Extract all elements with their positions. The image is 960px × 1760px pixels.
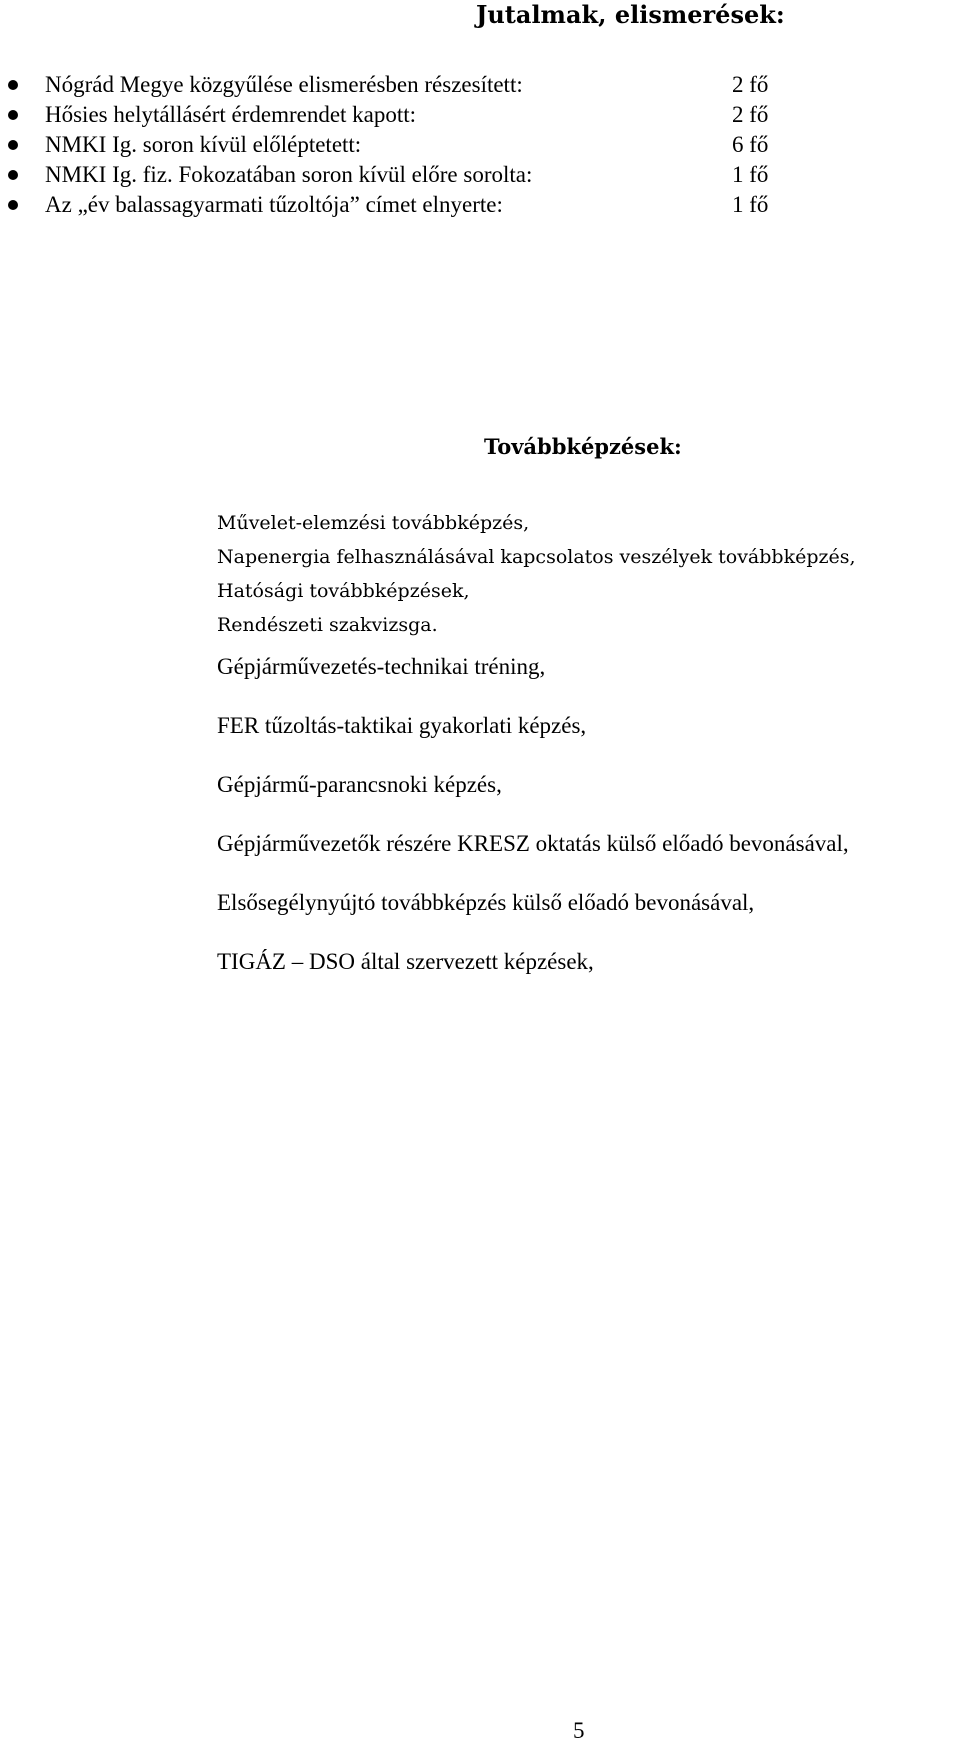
reward-count: 2 fő: [732, 72, 769, 97]
list-item: Elsősegélynyújtó továbbképzés külső előadó bevonásával,: [217, 890, 755, 915]
list-item: Gépjármű-parancsnoki képzés,: [217, 772, 502, 797]
list-item: TIGÁZ – DSO által szervezett képzések,: [217, 949, 594, 974]
reward-label: NMKI Ig. soron kívül előléptetett:: [45, 132, 362, 157]
training-list-secondary: [217, 652, 849, 1006]
bullet-icon: [8, 170, 18, 180]
page-number: 5: [573, 1718, 585, 1743]
list-item: Rendészeti szakvizsga.: [217, 614, 438, 636]
reward-label: NMKI Ig. fiz. Fokozatában soron kívül előre sorolta:: [45, 162, 533, 187]
list-item: Hatósági továbbképzések,: [217, 580, 470, 602]
reward-count: 1 fő: [732, 162, 769, 187]
reward-label: Hősies helytállásért érdemrendet kapott:: [45, 102, 417, 127]
list-item: [0, 70, 960, 100]
list-item: [0, 160, 960, 190]
training-heading: Továbbképzések:: [484, 434, 682, 459]
list-item: FER tűzoltás-taktikai gyakorlati képzés,: [217, 713, 587, 738]
bullet-icon: [8, 110, 18, 120]
list-item: Művelet-elemzési továbbképzés,: [217, 512, 530, 534]
list-item: Napenergia felhasználásával kapcsolatos veszélyek továbbképzés,: [217, 546, 856, 568]
bullet-icon: [8, 140, 18, 150]
rewards-heading: Jutalmak, elismerések:: [476, 0, 785, 29]
rewards-list: [0, 70, 960, 220]
list-item: [0, 190, 960, 220]
list-item: Gépjárművezetők részére KRESZ oktatás külső előadó bevonásával,: [217, 831, 849, 856]
list-item: [0, 130, 960, 160]
reward-count: 1 fő: [732, 192, 769, 217]
reward-label: Nógrád Megye közgyűlése elismerésben részesített:: [45, 72, 523, 97]
bullet-icon: [8, 200, 18, 210]
training-list-primary: [217, 506, 856, 642]
list-item: Gépjárművezetés-technikai tréning,: [217, 654, 546, 679]
reward-count: 6 fő: [732, 132, 769, 157]
bullet-icon: [8, 80, 18, 90]
list-item: [0, 100, 960, 130]
reward-count: 2 fő: [732, 102, 769, 127]
reward-label: Az „év balassagyarmati tűzoltója” címet elnyerte:: [45, 192, 503, 217]
